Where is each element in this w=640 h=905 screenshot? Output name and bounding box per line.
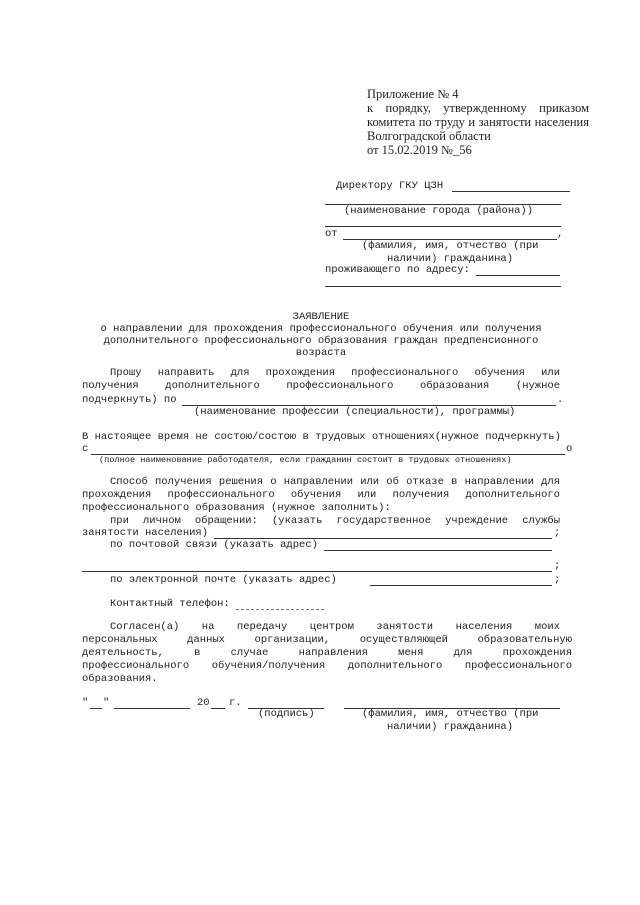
city-hint: (наименование города (района)) [344, 205, 534, 217]
name-hint: (фамилия, имя, отчество (при [362, 240, 539, 252]
personal-option: занятости населения) [82, 527, 209, 539]
personal-option: при личном обращении: (указать государственное учреждение службы [110, 515, 560, 527]
signature-hint: (подпись) [258, 708, 315, 720]
date-month-field[interactable] [114, 708, 190, 709]
title-subtitle: дополнительного профессионального образования граждан предпенсионного [103, 335, 539, 347]
appendix-line: к порядку, утвержденному приказом [367, 101, 589, 115]
appendix-number: Приложение № 4 [367, 87, 459, 101]
semicolon: ; [554, 527, 561, 539]
employment-suffix: о [566, 443, 573, 455]
email-option: по электронной почте (указать адрес) [110, 574, 337, 586]
title-heading: ЗАЯВЛЕНИЕ [292, 311, 350, 323]
post-address-field[interactable] [324, 550, 552, 551]
request-line: подчеркнуть) по [82, 394, 177, 406]
post-option: по почтовой связи (указать адрес) [110, 539, 318, 551]
phone-label: Контактный телефон: [110, 598, 230, 610]
director-label: Директору ГКУ ЦЗН [336, 180, 444, 192]
name-hint: наличии) гражданина) [387, 253, 514, 265]
address-field-line2[interactable] [325, 286, 561, 287]
appendix-date: от 15.02.2019 №_56 [367, 143, 472, 157]
employment-status: В настоящее время не состою/состою в трудовых отношениях(нужное подчеркнуть) [82, 431, 561, 443]
period: . [557, 394, 564, 406]
email-field[interactable] [370, 585, 552, 586]
request-line: Прошу направить для прохождения профессионального обучения или [110, 367, 560, 379]
profession-hint: (наименование профессии (специальности), программы) [194, 406, 516, 418]
post-address-field-line2[interactable] [82, 571, 552, 572]
director-field[interactable] [452, 191, 570, 192]
decision-line: Способ получения решения о направлении или об отказе в направлении для [110, 476, 560, 488]
consent-line: образования. [82, 673, 158, 685]
date-quote-open: " [82, 697, 89, 709]
date-day-field[interactable] [90, 708, 102, 709]
from-label: от [325, 228, 338, 240]
appendix-line: Волгоградской области [367, 129, 491, 143]
signature-name-hint: (фамилия, имя, отчество (при [362, 708, 539, 720]
decision-line: прохождения профессионального обучения или получения дополнительного [82, 489, 560, 501]
consent-line: Согласен(а) на передачу центром занятости населения моих [110, 621, 560, 633]
semicolon: ; [554, 574, 561, 586]
consent-line: персональных данных организации, осуществляющей образовательную [82, 634, 572, 646]
semicolon: ; [554, 560, 561, 572]
title-subtitle: о направлении для прохождения профессионального обучения или получения [100, 323, 542, 335]
date-quote-close: " [103, 697, 110, 709]
date-year-field[interactable] [211, 708, 225, 709]
appendix-line: комитета по труду и занятости населения [367, 115, 589, 129]
employer-hint: (полное наименование работодателя, если гражданин состоит в трудовых отношениях) [99, 455, 512, 465]
consent-line: деятельность, в случае направления меня для прохождения [82, 647, 572, 659]
phone-field[interactable] [236, 609, 324, 610]
decision-line: профессионального образования (нужное заполнить): [82, 502, 391, 514]
date-year-suffix: г. [229, 697, 242, 709]
comma: , [557, 228, 564, 240]
signature-name-hint: наличии) гражданина) [387, 721, 514, 733]
request-line: получения дополнительного профессионального образования (нужное [82, 380, 560, 392]
date-year-prefix: 20 [197, 697, 210, 709]
address-label: проживающего по адресу: [325, 264, 470, 276]
recipient-extra-line[interactable] [325, 226, 561, 227]
title-subtitle: возраста [295, 347, 347, 359]
consent-line: профессионального обучения/получения дополнительного профессионального [82, 660, 572, 672]
employment-prefix: с [82, 443, 89, 455]
address-field[interactable] [476, 275, 560, 276]
